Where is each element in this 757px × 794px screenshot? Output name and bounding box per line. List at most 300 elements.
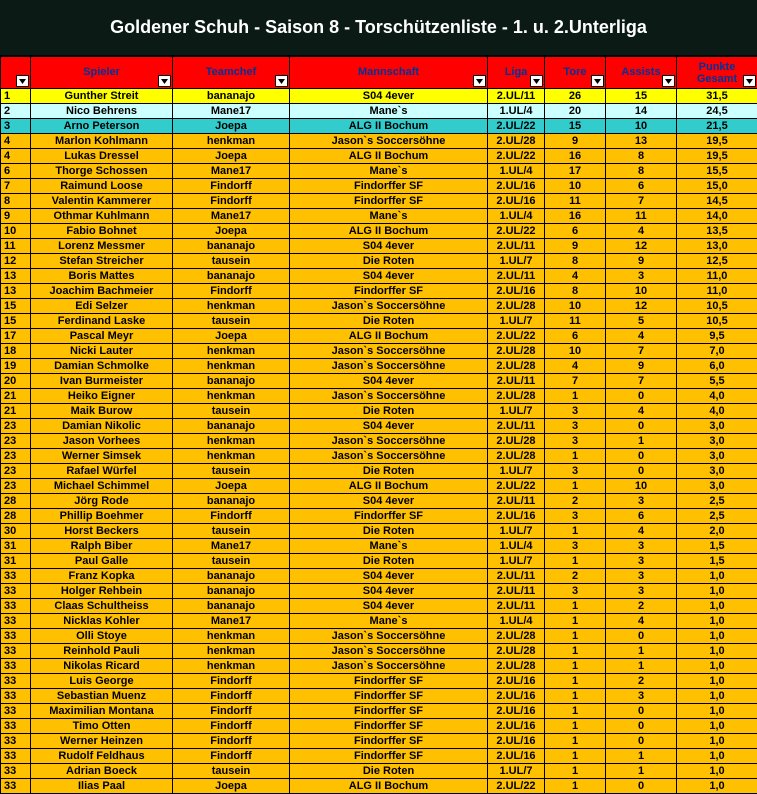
cell-player[interactable]: Paul Galle	[31, 554, 173, 569]
cell-liga[interactable]: 2.UL/28	[488, 344, 545, 359]
cell-rank[interactable]: 31	[1, 554, 31, 569]
cell-player[interactable]: Marlon Kohlmann	[31, 134, 173, 149]
cell-mannschaft[interactable]: Die Roten	[290, 254, 488, 269]
cell-punkte[interactable]: 21,5	[677, 119, 757, 134]
cell-rank[interactable]: 13	[1, 284, 31, 299]
cell-liga[interactable]: 2.UL/22	[488, 779, 545, 794]
cell-rank[interactable]: 23	[1, 479, 31, 494]
cell-teamchef[interactable]: tausein	[173, 254, 290, 269]
cell-punkte[interactable]: 1,0	[677, 764, 757, 779]
cell-liga[interactable]: 1.UL/7	[488, 464, 545, 479]
cell-liga[interactable]: 1.UL/7	[488, 404, 545, 419]
cell-assists[interactable]: 6	[606, 509, 677, 524]
cell-player[interactable]: Phillip Boehmer	[31, 509, 173, 524]
cell-rank[interactable]: 33	[1, 569, 31, 584]
cell-teamchef[interactable]: Joepa	[173, 779, 290, 794]
cell-player[interactable]: Werner Simsek	[31, 449, 173, 464]
cell-player[interactable]: Franz Kopka	[31, 569, 173, 584]
cell-liga[interactable]: 2.UL/11	[488, 419, 545, 434]
cell-punkte[interactable]: 14,0	[677, 209, 757, 224]
cell-player[interactable]: Boris Mattes	[31, 269, 173, 284]
cell-rank[interactable]: 28	[1, 509, 31, 524]
cell-mannschaft[interactable]: Findorffer SF	[290, 284, 488, 299]
cell-teamchef[interactable]: bananajo	[173, 89, 290, 104]
cell-assists[interactable]: 2	[606, 674, 677, 689]
cell-liga[interactable]: 2.UL/28	[488, 659, 545, 674]
cell-player[interactable]: Raimund Loose	[31, 179, 173, 194]
cell-tore[interactable]: 3	[545, 434, 606, 449]
cell-tore[interactable]: 1	[545, 389, 606, 404]
cell-tore[interactable]: 1	[545, 779, 606, 794]
cell-rank[interactable]: 15	[1, 314, 31, 329]
cell-liga[interactable]: 2.UL/16	[488, 179, 545, 194]
cell-punkte[interactable]: 1,0	[677, 734, 757, 749]
cell-teamchef[interactable]: tausein	[173, 524, 290, 539]
cell-tore[interactable]: 1	[545, 479, 606, 494]
cell-assists[interactable]: 0	[606, 449, 677, 464]
cell-rank[interactable]: 12	[1, 254, 31, 269]
cell-assists[interactable]: 3	[606, 539, 677, 554]
cell-liga[interactable]: 1.UL/7	[488, 554, 545, 569]
cell-assists[interactable]: 9	[606, 359, 677, 374]
cell-player[interactable]: Olli Stoye	[31, 629, 173, 644]
cell-liga[interactable]: 2.UL/28	[488, 644, 545, 659]
cell-mannschaft[interactable]: S04 4ever	[290, 239, 488, 254]
cell-mannschaft[interactable]: Die Roten	[290, 404, 488, 419]
cell-punkte[interactable]: 10,5	[677, 314, 757, 329]
cell-assists[interactable]: 3	[606, 494, 677, 509]
cell-mannschaft[interactable]: Jason`s Soccersöhne	[290, 359, 488, 374]
cell-punkte[interactable]: 2,5	[677, 494, 757, 509]
cell-teamchef[interactable]: Findorff	[173, 734, 290, 749]
cell-assists[interactable]: 1	[606, 659, 677, 674]
cell-tore[interactable]: 3	[545, 419, 606, 434]
cell-teamchef[interactable]: henkman	[173, 344, 290, 359]
cell-mannschaft[interactable]: Findorffer SF	[290, 689, 488, 704]
cell-player[interactable]: Heiko Eigner	[31, 389, 173, 404]
cell-teamchef[interactable]: Joepa	[173, 224, 290, 239]
cell-player[interactable]: Damian Schmolke	[31, 359, 173, 374]
cell-teamchef[interactable]: Mane17	[173, 104, 290, 119]
cell-liga[interactable]: 1.UL/4	[488, 539, 545, 554]
cell-rank[interactable]: 15	[1, 299, 31, 314]
cell-tore[interactable]: 1	[545, 704, 606, 719]
cell-punkte[interactable]: 5,5	[677, 374, 757, 389]
cell-tore[interactable]: 16	[545, 149, 606, 164]
cell-teamchef[interactable]: henkman	[173, 134, 290, 149]
cell-punkte[interactable]: 1,0	[677, 689, 757, 704]
cell-punkte[interactable]: 1,0	[677, 599, 757, 614]
cell-rank[interactable]: 33	[1, 719, 31, 734]
cell-liga[interactable]: 2.UL/22	[488, 479, 545, 494]
cell-tore[interactable]: 1	[545, 719, 606, 734]
cell-player[interactable]: Edi Selzer	[31, 299, 173, 314]
cell-punkte[interactable]: 1,0	[677, 719, 757, 734]
cell-assists[interactable]: 3	[606, 689, 677, 704]
cell-player[interactable]: Claas Schultheiss	[31, 599, 173, 614]
filter-dropdown-icon[interactable]	[16, 75, 29, 87]
cell-rank[interactable]: 30	[1, 524, 31, 539]
cell-liga[interactable]: 1.UL/4	[488, 209, 545, 224]
cell-mannschaft[interactable]: Jason`s Soccersöhne	[290, 449, 488, 464]
cell-punkte[interactable]: 1,0	[677, 704, 757, 719]
cell-assists[interactable]: 0	[606, 734, 677, 749]
cell-assists[interactable]: 13	[606, 134, 677, 149]
cell-player[interactable]: Ivan Burmeister	[31, 374, 173, 389]
cell-teamchef[interactable]: Findorff	[173, 179, 290, 194]
cell-punkte[interactable]: 3,0	[677, 449, 757, 464]
cell-player[interactable]: Michael Schimmel	[31, 479, 173, 494]
cell-player[interactable]: Nicklas Kohler	[31, 614, 173, 629]
cell-player[interactable]: Werner Heinzen	[31, 734, 173, 749]
cell-assists[interactable]: 0	[606, 464, 677, 479]
cell-mannschaft[interactable]: ALG II Bochum	[290, 329, 488, 344]
cell-mannschaft[interactable]: Mane`s	[290, 539, 488, 554]
cell-liga[interactable]: 2.UL/16	[488, 194, 545, 209]
cell-assists[interactable]: 1	[606, 434, 677, 449]
cell-punkte[interactable]: 31,5	[677, 89, 757, 104]
cell-liga[interactable]: 2.UL/16	[488, 284, 545, 299]
cell-tore[interactable]: 17	[545, 164, 606, 179]
cell-teamchef[interactable]: Findorff	[173, 284, 290, 299]
cell-assists[interactable]: 8	[606, 149, 677, 164]
cell-mannschaft[interactable]: Die Roten	[290, 464, 488, 479]
cell-punkte[interactable]: 15,5	[677, 164, 757, 179]
cell-rank[interactable]: 33	[1, 689, 31, 704]
cell-mannschaft[interactable]: S04 4ever	[290, 419, 488, 434]
cell-rank[interactable]: 4	[1, 134, 31, 149]
cell-teamchef[interactable]: Joepa	[173, 479, 290, 494]
cell-punkte[interactable]: 10,5	[677, 299, 757, 314]
cell-liga[interactable]: 2.UL/16	[488, 734, 545, 749]
cell-tore[interactable]: 10	[545, 299, 606, 314]
cell-rank[interactable]: 13	[1, 269, 31, 284]
cell-teamchef[interactable]: tausein	[173, 404, 290, 419]
cell-player[interactable]: Sebastian Muenz	[31, 689, 173, 704]
cell-assists[interactable]: 3	[606, 269, 677, 284]
cell-teamchef[interactable]: Findorff	[173, 689, 290, 704]
cell-tore[interactable]: 2	[545, 494, 606, 509]
cell-rank[interactable]: 33	[1, 614, 31, 629]
cell-mannschaft[interactable]: Mane`s	[290, 614, 488, 629]
cell-teamchef[interactable]: Mane17	[173, 614, 290, 629]
cell-player[interactable]: Jason Vorhees	[31, 434, 173, 449]
cell-punkte[interactable]: 19,5	[677, 149, 757, 164]
cell-punkte[interactable]: 15,0	[677, 179, 757, 194]
cell-teamchef[interactable]: tausein	[173, 764, 290, 779]
cell-player[interactable]: Timo Otten	[31, 719, 173, 734]
cell-rank[interactable]: 28	[1, 494, 31, 509]
cell-rank[interactable]: 6	[1, 164, 31, 179]
cell-punkte[interactable]: 13,5	[677, 224, 757, 239]
cell-punkte[interactable]: 4,0	[677, 404, 757, 419]
cell-liga[interactable]: 2.UL/28	[488, 629, 545, 644]
cell-assists[interactable]: 4	[606, 614, 677, 629]
cell-assists[interactable]: 7	[606, 194, 677, 209]
cell-tore[interactable]: 1	[545, 524, 606, 539]
cell-punkte[interactable]: 1,0	[677, 644, 757, 659]
cell-teamchef[interactable]: Findorff	[173, 674, 290, 689]
cell-mannschaft[interactable]: Jason`s Soccersöhne	[290, 134, 488, 149]
cell-assists[interactable]: 4	[606, 524, 677, 539]
filter-dropdown-icon[interactable]	[591, 75, 604, 87]
cell-teamchef[interactable]: henkman	[173, 434, 290, 449]
cell-player[interactable]: Ferdinand Laske	[31, 314, 173, 329]
cell-rank[interactable]: 17	[1, 329, 31, 344]
cell-tore[interactable]: 20	[545, 104, 606, 119]
cell-rank[interactable]: 21	[1, 389, 31, 404]
cell-assists[interactable]: 3	[606, 584, 677, 599]
cell-liga[interactable]: 2.UL/16	[488, 749, 545, 764]
cell-mannschaft[interactable]: ALG II Bochum	[290, 779, 488, 794]
cell-mannschaft[interactable]: Jason`s Soccersöhne	[290, 629, 488, 644]
cell-rank[interactable]: 33	[1, 749, 31, 764]
cell-punkte[interactable]: 1,0	[677, 779, 757, 794]
cell-tore[interactable]: 7	[545, 374, 606, 389]
cell-player[interactable]: Adrian Boeck	[31, 764, 173, 779]
cell-tore[interactable]: 6	[545, 329, 606, 344]
cell-tore[interactable]: 6	[545, 224, 606, 239]
cell-tore[interactable]: 1	[545, 449, 606, 464]
cell-mannschaft[interactable]: Findorffer SF	[290, 509, 488, 524]
cell-rank[interactable]: 2	[1, 104, 31, 119]
cell-liga[interactable]: 2.UL/28	[488, 449, 545, 464]
cell-assists[interactable]: 10	[606, 479, 677, 494]
cell-mannschaft[interactable]: Die Roten	[290, 554, 488, 569]
cell-mannschaft[interactable]: ALG II Bochum	[290, 119, 488, 134]
cell-player[interactable]: Othmar Kuhlmann	[31, 209, 173, 224]
cell-punkte[interactable]: 3,0	[677, 434, 757, 449]
filter-dropdown-icon[interactable]	[275, 75, 288, 87]
cell-liga[interactable]: 2.UL/22	[488, 119, 545, 134]
cell-tore[interactable]: 2	[545, 569, 606, 584]
cell-mannschaft[interactable]: S04 4ever	[290, 599, 488, 614]
cell-player[interactable]: Maximilian Montana	[31, 704, 173, 719]
cell-teamchef[interactable]: Joepa	[173, 329, 290, 344]
cell-player[interactable]: Ralph Biber	[31, 539, 173, 554]
cell-liga[interactable]: 2.UL/28	[488, 134, 545, 149]
cell-punkte[interactable]: 1,5	[677, 554, 757, 569]
cell-rank[interactable]: 20	[1, 374, 31, 389]
cell-punkte[interactable]: 14,5	[677, 194, 757, 209]
cell-mannschaft[interactable]: Findorffer SF	[290, 194, 488, 209]
cell-player[interactable]: Gunther Streit	[31, 89, 173, 104]
cell-assists[interactable]: 12	[606, 299, 677, 314]
filter-dropdown-icon[interactable]	[743, 75, 756, 87]
cell-liga[interactable]: 2.UL/16	[488, 674, 545, 689]
cell-teamchef[interactable]: bananajo	[173, 599, 290, 614]
cell-rank[interactable]: 23	[1, 464, 31, 479]
cell-punkte[interactable]: 1,5	[677, 539, 757, 554]
cell-tore[interactable]: 1	[545, 554, 606, 569]
cell-rank[interactable]: 33	[1, 584, 31, 599]
cell-punkte[interactable]: 24,5	[677, 104, 757, 119]
cell-teamchef[interactable]: bananajo	[173, 239, 290, 254]
cell-teamchef[interactable]: bananajo	[173, 494, 290, 509]
cell-liga[interactable]: 2.UL/11	[488, 494, 545, 509]
cell-liga[interactable]: 1.UL/7	[488, 764, 545, 779]
cell-assists[interactable]: 1	[606, 644, 677, 659]
cell-player[interactable]: Rudolf Feldhaus	[31, 749, 173, 764]
cell-player[interactable]: Fabio Bohnet	[31, 224, 173, 239]
cell-tore[interactable]: 26	[545, 89, 606, 104]
cell-assists[interactable]: 0	[606, 629, 677, 644]
cell-tore[interactable]: 1	[545, 659, 606, 674]
cell-tore[interactable]: 3	[545, 464, 606, 479]
cell-rank[interactable]: 23	[1, 419, 31, 434]
cell-tore[interactable]: 15	[545, 119, 606, 134]
cell-teamchef[interactable]: bananajo	[173, 269, 290, 284]
cell-mannschaft[interactable]: S04 4ever	[290, 374, 488, 389]
cell-liga[interactable]: 2.UL/16	[488, 509, 545, 524]
cell-mannschaft[interactable]: Die Roten	[290, 764, 488, 779]
cell-punkte[interactable]: 1,0	[677, 584, 757, 599]
cell-liga[interactable]: 1.UL/7	[488, 254, 545, 269]
cell-assists[interactable]: 11	[606, 209, 677, 224]
cell-liga[interactable]: 1.UL/7	[488, 524, 545, 539]
cell-punkte[interactable]: 9,5	[677, 329, 757, 344]
cell-liga[interactable]: 2.UL/11	[488, 269, 545, 284]
cell-liga[interactable]: 2.UL/11	[488, 374, 545, 389]
cell-teamchef[interactable]: henkman	[173, 644, 290, 659]
cell-punkte[interactable]: 2,0	[677, 524, 757, 539]
cell-assists[interactable]: 0	[606, 389, 677, 404]
cell-rank[interactable]: 8	[1, 194, 31, 209]
cell-punkte[interactable]: 1,0	[677, 674, 757, 689]
cell-teamchef[interactable]: Joepa	[173, 149, 290, 164]
cell-rank[interactable]: 19	[1, 359, 31, 374]
cell-player[interactable]: Luis George	[31, 674, 173, 689]
cell-punkte[interactable]: 1,0	[677, 659, 757, 674]
cell-punkte[interactable]: 3,0	[677, 464, 757, 479]
cell-mannschaft[interactable]: ALG II Bochum	[290, 224, 488, 239]
cell-rank[interactable]: 1	[1, 89, 31, 104]
cell-player[interactable]: Thorge Schossen	[31, 164, 173, 179]
cell-rank[interactable]: 33	[1, 704, 31, 719]
cell-liga[interactable]: 2.UL/22	[488, 224, 545, 239]
cell-rank[interactable]: 9	[1, 209, 31, 224]
cell-punkte[interactable]: 3,0	[677, 479, 757, 494]
cell-liga[interactable]: 2.UL/28	[488, 434, 545, 449]
cell-player[interactable]: Nico Behrens	[31, 104, 173, 119]
cell-teamchef[interactable]: henkman	[173, 299, 290, 314]
cell-teamchef[interactable]: bananajo	[173, 569, 290, 584]
cell-teamchef[interactable]: Mane17	[173, 209, 290, 224]
cell-assists[interactable]: 3	[606, 554, 677, 569]
cell-player[interactable]: Jörg Rode	[31, 494, 173, 509]
cell-liga[interactable]: 2.UL/11	[488, 599, 545, 614]
cell-teamchef[interactable]: Findorff	[173, 509, 290, 524]
cell-teamchef[interactable]: henkman	[173, 629, 290, 644]
cell-assists[interactable]: 8	[606, 164, 677, 179]
cell-rank[interactable]: 33	[1, 659, 31, 674]
cell-teamchef[interactable]: Joepa	[173, 119, 290, 134]
cell-tore[interactable]: 4	[545, 269, 606, 284]
cell-liga[interactable]: 2.UL/28	[488, 389, 545, 404]
cell-player[interactable]: Ilias Paal	[31, 779, 173, 794]
cell-liga[interactable]: 2.UL/16	[488, 689, 545, 704]
cell-mannschaft[interactable]: S04 4ever	[290, 584, 488, 599]
cell-punkte[interactable]: 19,5	[677, 134, 757, 149]
cell-tore[interactable]: 1	[545, 734, 606, 749]
cell-teamchef[interactable]: henkman	[173, 449, 290, 464]
cell-rank[interactable]: 33	[1, 779, 31, 794]
cell-tore[interactable]: 9	[545, 239, 606, 254]
cell-assists[interactable]: 1	[606, 749, 677, 764]
cell-assists[interactable]: 4	[606, 404, 677, 419]
cell-player[interactable]: Maik Burow	[31, 404, 173, 419]
cell-player[interactable]: Nicki Lauter	[31, 344, 173, 359]
cell-teamchef[interactable]: Findorff	[173, 749, 290, 764]
cell-liga[interactable]: 2.UL/22	[488, 149, 545, 164]
cell-punkte[interactable]: 3,0	[677, 419, 757, 434]
cell-tore[interactable]: 3	[545, 584, 606, 599]
cell-tore[interactable]: 1	[545, 614, 606, 629]
cell-punkte[interactable]: 1,0	[677, 629, 757, 644]
cell-mannschaft[interactable]: S04 4ever	[290, 89, 488, 104]
cell-punkte[interactable]: 1,0	[677, 614, 757, 629]
cell-teamchef[interactable]: Findorff	[173, 719, 290, 734]
cell-rank[interactable]: 11	[1, 239, 31, 254]
cell-player[interactable]: Arno Peterson	[31, 119, 173, 134]
cell-liga[interactable]: 2.UL/11	[488, 239, 545, 254]
cell-assists[interactable]: 4	[606, 329, 677, 344]
cell-rank[interactable]: 7	[1, 179, 31, 194]
cell-mannschaft[interactable]: Jason`s Soccersöhne	[290, 659, 488, 674]
cell-assists[interactable]: 2	[606, 599, 677, 614]
cell-rank[interactable]: 21	[1, 404, 31, 419]
cell-teamchef[interactable]: bananajo	[173, 374, 290, 389]
cell-tore[interactable]: 16	[545, 209, 606, 224]
cell-punkte[interactable]: 1,0	[677, 569, 757, 584]
cell-mannschaft[interactable]: Findorffer SF	[290, 734, 488, 749]
cell-rank[interactable]: 23	[1, 449, 31, 464]
cell-punkte[interactable]: 2,5	[677, 509, 757, 524]
cell-assists[interactable]: 4	[606, 224, 677, 239]
cell-liga[interactable]: 2.UL/11	[488, 584, 545, 599]
cell-teamchef[interactable]: Findorff	[173, 194, 290, 209]
cell-rank[interactable]: 33	[1, 644, 31, 659]
cell-liga[interactable]: 1.UL/4	[488, 104, 545, 119]
cell-assists[interactable]: 1	[606, 764, 677, 779]
cell-teamchef[interactable]: Findorff	[173, 704, 290, 719]
cell-assists[interactable]: 0	[606, 704, 677, 719]
cell-tore[interactable]: 1	[545, 644, 606, 659]
cell-rank[interactable]: 31	[1, 539, 31, 554]
cell-mannschaft[interactable]: Findorffer SF	[290, 179, 488, 194]
cell-tore[interactable]: 10	[545, 344, 606, 359]
cell-tore[interactable]: 3	[545, 509, 606, 524]
cell-mannschaft[interactable]: S04 4ever	[290, 494, 488, 509]
cell-mannschaft[interactable]: Jason`s Soccersöhne	[290, 299, 488, 314]
cell-mannschaft[interactable]: Jason`s Soccersöhne	[290, 644, 488, 659]
cell-tore[interactable]: 3	[545, 539, 606, 554]
cell-rank[interactable]: 33	[1, 629, 31, 644]
cell-tore[interactable]: 11	[545, 314, 606, 329]
cell-liga[interactable]: 2.UL/16	[488, 719, 545, 734]
cell-tore[interactable]: 1	[545, 764, 606, 779]
cell-assists[interactable]: 6	[606, 179, 677, 194]
cell-assists[interactable]: 12	[606, 239, 677, 254]
cell-liga[interactable]: 1.UL/7	[488, 314, 545, 329]
cell-player[interactable]: Pascal Meyr	[31, 329, 173, 344]
cell-player[interactable]: Damian Nikolic	[31, 419, 173, 434]
cell-tore[interactable]: 1	[545, 599, 606, 614]
cell-tore[interactable]: 8	[545, 254, 606, 269]
filter-dropdown-icon[interactable]	[530, 75, 543, 87]
cell-tore[interactable]: 4	[545, 359, 606, 374]
cell-assists[interactable]: 14	[606, 104, 677, 119]
